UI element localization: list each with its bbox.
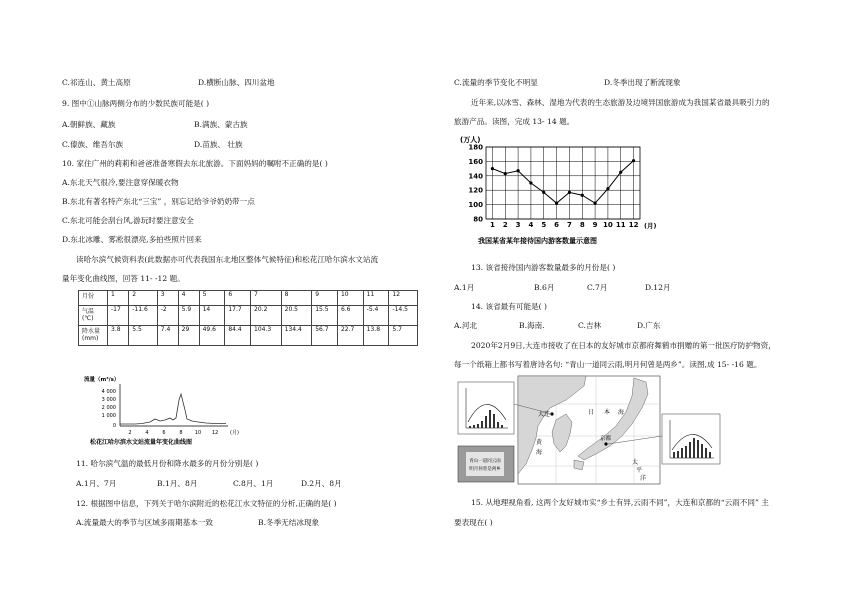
x-tick-label: 4 [528,221,534,229]
q14-option-a: A.河北 [454,321,478,330]
data-point [516,169,519,172]
q13-stem: 13. 该省接待国内游客数量最多的月份是( ) [471,263,616,272]
table-cell: 29 [178,326,199,346]
dalian-kyoto-map [456,374,724,492]
q9-option-d: D.苗族、 壮族 [194,140,243,149]
data-point [593,202,596,205]
table-cell: 4 [178,291,199,306]
flow-ytick: 2 000 [101,405,116,411]
q9-option-c: C.傣族、维吾尔族 [62,140,124,149]
photo-text-2: 明月何曾是两乡 [469,467,501,472]
x-tick-label: 9 [592,221,598,229]
table-header-temp [79,306,108,326]
data-point [491,167,494,170]
data-point [529,181,532,184]
label-yellow-2: 海 [536,449,543,456]
q11-option-b: B.1月、8月 [157,479,198,488]
table-cell: 6 [225,291,251,306]
q10-option-a: A.东北天气很冷,要注意穿保暖衣物 [62,178,179,187]
table-cell: 20.5 [281,306,312,326]
flow-chart-title: 松花江哈尔滨水文站流量年变化曲线图 [90,439,193,446]
q8-option-d: D.横断山脉、四川盆地 [198,78,275,87]
flow-ytick: 3 000 [101,397,116,403]
q12-option-a: A.流量最大的季节与区域多雨期基本一致 [76,518,213,527]
flow-xtick: 8 [179,430,183,436]
x-tick-label: 7 [566,221,572,229]
table-cell: -14.5 [389,306,418,326]
table-header-rain [79,326,108,346]
flow-ytick: 4 000 [101,389,116,395]
table-cell: 15.5 [312,306,338,326]
chart-yticks [468,144,483,224]
chart-frame [486,147,640,219]
q12-option-d: D.冬季出现了断流现象 [604,78,681,87]
table-cell: 2 [129,291,157,306]
q13-option-c: C.7月 [587,283,608,292]
q11-option-c: C.8月、1月 [233,479,274,488]
intro-13-14-line1: 近年来,以冰雪、森林、湿地为代表的生态旅游及边境异国旅游成为我国某省最具吸引力的 [471,98,770,107]
rain-label: 降水量 [82,328,101,335]
chart-grid [486,147,640,219]
label-yellow-1: 黄 [536,439,543,446]
chart-title: 我国某省某年接待国内游客数量示意图 [478,237,597,245]
q12-stem: 12. 根据图中信息，下列关于哈尔滨附近的松花江水文特征的分析,正确的是( ) [76,499,337,508]
x-tick-label: 11 [615,221,626,229]
table-cell: 5.5 [129,326,157,346]
q10-option-d: D.东北冰雕、雾凇很漂亮,多拍些照片回来 [62,235,202,244]
q14-option-c: C.吉林 [578,321,602,330]
kyoto-marker [604,442,607,445]
label-japan-2: 本 [604,409,611,416]
temp-unit: (℃) [82,315,94,322]
table-row-rain [79,326,418,346]
label-kyoto: 京都 [600,436,612,442]
q14-option-d: D.广东 [637,321,661,330]
table-cell: 84.4 [225,326,251,346]
table-cell: 104.3 [251,326,282,346]
table-cell: 20.2 [251,306,282,326]
table-cell: 13.8 [363,326,389,346]
series-line [492,161,633,203]
flow-ylabel: 流量（m³/s） [84,377,120,383]
flow-xtick: 4 [145,430,149,436]
table-cell: 134.4 [281,326,312,346]
q13-option-d: D.12月 [645,283,671,292]
label-tai: 太 [632,459,639,466]
table-cell: 3.8 [108,326,129,346]
table-cell: 7 [251,291,282,306]
flow-xtick: 10 [194,430,202,436]
table-cell: -17 [108,306,129,326]
harbin-climate-table [78,290,418,346]
q8-option-c: C.祁连山、黄土高原 [62,78,131,87]
table-cell: 12 [389,291,418,306]
data-point [504,172,507,175]
photo-text-1: 青山一道同云雨 [469,459,501,464]
label-sea: 海 [618,409,625,416]
intro-15-16-line2: 每一个纸箱上都书写着唐诗名句: “青山一道同云雨,明月何曾是两乡”。读图,成 15- -16 题。 [454,360,762,369]
table-cell: 5 [199,291,225,306]
data-point [581,194,584,197]
flow-xunit: (月) [230,430,239,436]
q12-option-b: B.冬季无结冰现象 [258,518,320,527]
table-cell: -5.4 [363,306,389,326]
y-tick-label: 140 [468,172,483,181]
x-tick-label: 2 [502,221,508,229]
x-tick-label: 3 [515,221,521,229]
label-japan-1: 日 [588,409,595,416]
flow-curve [120,394,226,424]
table-cell: 11 [363,291,389,306]
y-tick-label: 120 [468,186,483,195]
intro-13-14-line2: 旅游产品。读图，完成 13- 14 题。 [454,117,575,126]
intro-11-12-line1: 读哈尔滨气候资料表(此数据亦可代表我国东北地区整体气候特征)和松花江哈尔滨水文站流 [76,255,379,264]
data-point [555,202,558,205]
photo-inset [458,446,514,482]
table-row-months [79,291,418,306]
x-tick-label: 6 [554,221,560,229]
x-tick-label: 8 [579,221,585,229]
q11-option-a: A.1月、7月 [76,479,117,488]
q15-stem-line2: 要表现在( ) [454,518,493,527]
x-tick-label: 5 [541,221,547,229]
q12-option-c: C.流量的季节变化不明显 [454,78,538,87]
table-cell: 5.7 [389,326,418,346]
table-cell: 1 [108,291,129,306]
table-cell: 56.7 [312,326,338,346]
q13-option-b: B.6月 [534,283,555,292]
y-tick-label: 80 [473,215,483,224]
table-cell: 17.7 [225,306,251,326]
y-tick-label: 160 [468,157,483,166]
flow-ytick: 1 000 [101,413,116,419]
table-cell: 14 [199,306,225,326]
q13-option-a: A.1月 [454,283,475,292]
table-row-temp [79,306,418,326]
q14-stem: 14. 该省最有可能是( ) [471,302,547,311]
x-tick-label: 1 [489,221,495,229]
flow-xtick: 2 [128,430,132,436]
table-cell: 7.4 [157,326,178,346]
table-cell: -2 [157,306,178,326]
q9-stem: 9. 图中①山脉两侧分布的少数民族可能是( ) [62,99,210,108]
table-header-month: 月份 [79,291,108,306]
chart-ylabel: (万人) [460,136,481,144]
intro-15-16-line1: 2020年2月9日,大连市接收了在日本的友好城市京都府舞鹤市捐赠的第一批医疗防护物资， [471,341,776,350]
table-cell: 9 [312,291,338,306]
tourist-line-chart [454,133,664,251]
intro-11-12-line2: 量年变化曲线图，回答 11- -12 题。 [62,274,185,283]
table-cell: 22.7 [337,326,363,346]
label-dalian: 大连 [538,411,551,418]
table-cell: 6.6 [337,306,363,326]
rain-unit: (mm) [82,335,99,342]
q10-stem: 10. 家住广州的莉莉和爸爸准备寒假去东北旅游。下面妈妈的嘱咐不正确的是( ) [62,159,328,168]
q15-stem-line1: 15. 从地理视角看, 这两个友好城市实“乡士有异,云雨不同”，大连和京都的“云雨不同” 主 [471,498,769,507]
y-tick-label: 100 [468,201,483,210]
map-kyushu [574,460,584,470]
flow-xtick: 6 [162,430,166,436]
label-yang: 洋 [640,475,647,482]
data-point [619,171,622,174]
q9-option-b: B.满族、蒙古族 [194,120,248,129]
q9-option-a: A.朝鲜族、藏族 [62,120,116,129]
data-point [606,187,609,190]
data-point [542,191,545,194]
q14-option-b: B.海南. [519,321,545,330]
y-tick-label: 180 [468,143,483,152]
x-tick-label: 10 [603,221,613,229]
q10-option-c: C.东北可能会刮台风,游玩时要注意安全 [62,216,194,225]
q11-option-d: D.2月、8月 [301,479,342,488]
songhua-flow-chart [80,374,250,446]
chart-xticks [490,221,639,229]
table-cell: 10 [337,291,363,306]
q10-option-b: B.东北有著名特产东北“三宝” ，别忘记给爷爷奶奶带一点 [62,197,255,206]
table-cell: 5.9 [178,306,199,326]
temp-label: 气温 [82,308,95,315]
data-point [568,191,571,194]
chart-xlabel: (月) [644,222,657,230]
flow-xtick: 12 [211,430,219,436]
data-point [632,159,635,162]
table-cell: 8 [281,291,312,306]
q11-stem: 11. 哈尔滨气温的最低月份和降水最多的月份分别是( ) [76,459,259,468]
table-cell: 49.6 [199,326,225,346]
table-cell: 3 [157,291,178,306]
table-cell: -11.6 [129,306,157,326]
x-tick-label: 12 [628,221,639,229]
flow-ytick: 0 [112,423,116,429]
label-ping: 平 [636,467,643,474]
